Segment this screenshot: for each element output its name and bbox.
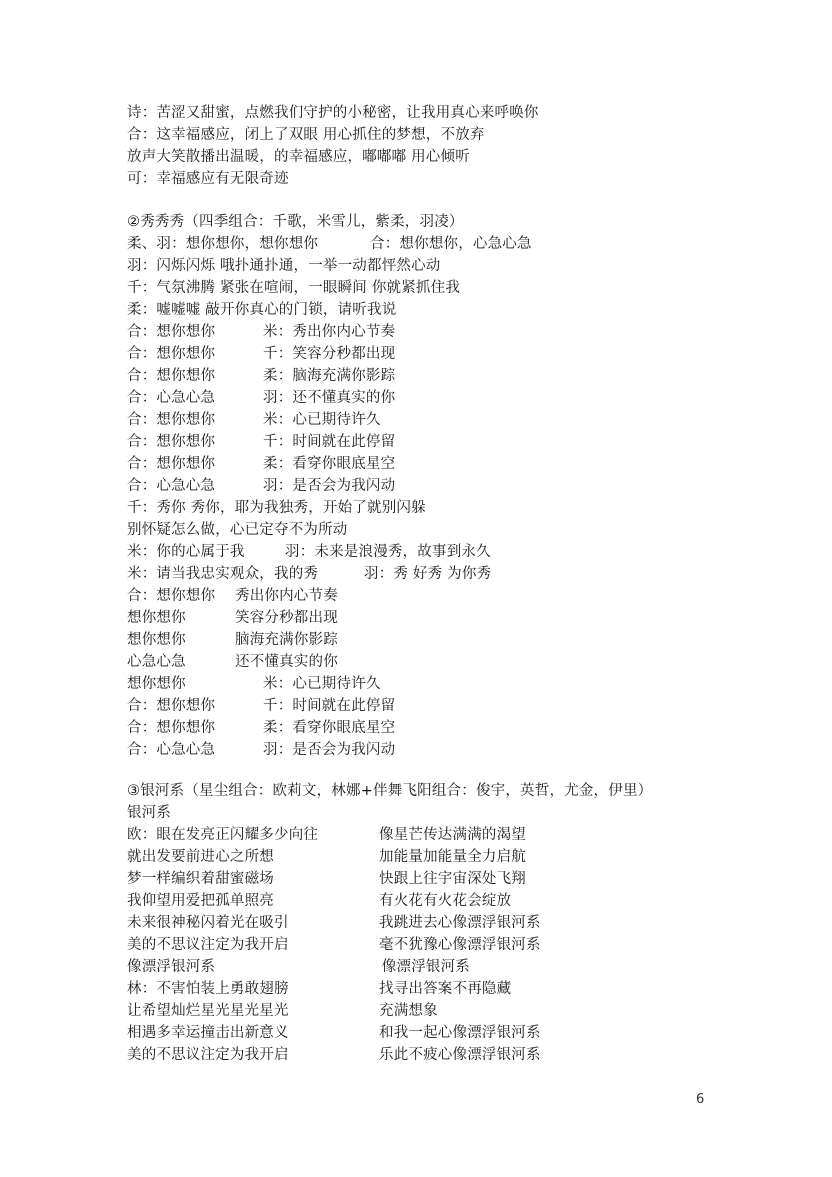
lyric-row [127,365,396,387]
lyric-left: 合：心急心急 [127,742,216,758]
lyric-row [127,912,541,934]
lyric-right: 羽：还不懂真实的你 [263,390,396,406]
page-number: 6 [696,1092,705,1107]
lyric-row [127,1044,541,1066]
lyric-left: 未来很神秘闪着光在吸引 [127,915,289,931]
lyric-right: 千：笑容分秒都出现 [263,346,396,362]
lyric-right: 合：想你想你，心急心急 [370,236,532,252]
lyric-row [127,739,396,761]
lyric-right: 像漂浮银河系 [377,959,471,975]
lyric-row [127,890,512,912]
lyric-left: 相遇多幸运撞击出新意义 [127,1025,289,1041]
lyric-left: 合：想你想你 [127,346,216,362]
lyric-left: 欧：眼在发亮正闪耀多少向往 [127,827,319,843]
lyric-left: 合：想你想你 [127,412,216,428]
lyric-right: 米：心已期待许久 [263,676,381,692]
lyric-left: 合：想你想你 [127,588,216,604]
lyric-left: 想你想你 [127,632,186,648]
lyric-right: 有火花有火花会绽放 [379,893,512,909]
lyric-row [127,1022,541,1044]
lyric-left: 想你想你 [127,610,186,626]
lyric-left: 想你想你 [127,676,186,692]
lyric-row [127,629,338,651]
lyric-line: 合：这幸福感应，闭上了双眼 用心抓住的梦想，不放弃 [127,127,485,143]
lyric-left: 合：想你想你 [127,434,216,450]
lyric-left: 像漂浮银河系 [127,959,216,975]
lyric-left: 合：想你想你 [127,698,216,714]
lyric-left: 合：想你想你 [127,456,216,472]
lyric-left: 合：想你想你 [127,324,216,340]
lyric-right: 乐此不疲心像漂浮银河系 [379,1047,541,1063]
lyric-right: 秀出你内心节奏 [235,588,338,604]
lyric-right: 千：时间就在此停留 [263,698,396,714]
lyric-left: 美的不思议注定为我开启 [127,1047,289,1063]
lyric-left: 美的不思议注定为我开启 [127,937,289,953]
lyric-left: 柔、羽：想你想你，想你想你 [127,236,319,252]
lyric-row [127,541,491,563]
lyric-row [127,453,396,475]
lyric-left: 让希望灿烂星光星光星光 [127,1003,289,1019]
lyric-right: 快跟上往宇宙深处飞翔 [379,871,526,887]
lyric-left: 梦一样编织着甜蜜磁场 [127,871,274,887]
lyric-left: 别怀疑怎么做，心已定夺不为所动 [127,522,348,538]
lyric-right: 羽：秀 好秀 为你秀 [364,566,492,582]
lyric-row [127,585,338,607]
lyric-row [127,497,426,519]
lyric-row [127,563,492,585]
lyric-right: 柔：看穿你眼底星空 [263,456,396,472]
lyric-row [127,519,348,541]
lyric-row [127,299,396,321]
lyric-row [127,673,381,695]
lyric-row [127,409,381,431]
lyric-left: 合：想你想你 [127,720,216,736]
lyric-left: 林：不害怕装上勇敢翅膀 [127,981,289,997]
lyric-right: 笑容分秒都出现 [235,610,338,626]
lyric-right: 羽：是否会为我闪动 [263,742,396,758]
lyric-right: 千：时间就在此停留 [263,434,396,450]
section-title: ③银河系（星尘组合：欧莉文，林娜+伴舞飞阳组合：俊宇，英哲，尤金，伊里） [127,783,653,799]
lyric-right: 羽：是否会为我闪动 [263,478,396,494]
lyric-left: 米：请当我忠实观众，我的秀 [127,566,319,582]
lyric-left: 米：你的心属于我 [127,544,245,560]
lyric-right: 我跳进去心像漂浮银河系 [379,915,541,931]
lyric-left: 就出发要前进心之所想 [127,849,274,865]
lyric-left: 心急心急 [127,654,186,670]
lyric-line: 诗：苦涩又甜蜜，点燃我们守护的小秘密，让我用真心来呼唤你 [127,105,539,121]
lyric-row [127,343,396,365]
lyric-row [127,956,471,978]
lyric-right: 米：秀出你内心节奏 [263,324,396,340]
lyric-right: 柔：看穿你眼底星空 [263,720,396,736]
lyric-line: 可：幸福感应有无限奇迹 [127,171,289,187]
lyric-row [127,695,396,717]
lyric-right: 加能量加能量全力启航 [379,849,526,865]
lyric-right: 毫不犹豫心像漂浮银河系 [379,937,541,953]
lyric-row [127,1000,438,1022]
lyric-right: 找寻出答案不再隐藏 [379,981,512,997]
lyric-right: 柔：脑海充满你影踪 [263,368,396,384]
lyric-right: 脑海充满你影踪 [235,632,338,648]
lyric-row [127,868,526,890]
lyric-row [127,824,526,846]
lyric-right: 充满想象 [379,1003,438,1019]
lyric-left: 柔：嘘嘘嘘 敲开你真心的门锁，请听我说 [127,302,397,318]
section-subtitle: 银河系 [127,805,172,821]
lyric-row [127,475,396,497]
lyric-right: 还不懂真实的你 [235,654,338,670]
lyric-row [127,255,441,277]
lyric-row [127,717,396,739]
lyric-row [127,846,526,868]
lyric-right: 像星芒传达满满的渴望 [379,827,526,843]
lyric-row [127,934,541,956]
lyric-row [127,277,460,299]
lyric-left: 合：想你想你 [127,368,216,384]
lyric-row [127,321,396,343]
lyric-row [127,978,512,1000]
lyric-left: 千：秀你 秀你，耶为我独秀，开始了就别闪躲 [127,500,426,516]
lyric-right: 和我一起心像漂浮银河系 [379,1025,541,1041]
lyric-row [127,233,532,255]
lyric-right: 羽：未来是浪漫秀，故事到永久 [285,544,491,560]
lyric-left: 合：心急心急 [127,390,216,406]
lyric-left: 羽：闪烁闪烁 哦扑通扑通，一举一动都怦然心动 [127,258,441,274]
lyric-row [127,387,396,409]
lyric-row [127,431,396,453]
lyric-right: 米：心已期待许久 [263,412,381,428]
lyric-row [127,607,338,629]
section-title: ②秀秀秀（四季组合：千歌，米雪儿，紫柔，羽凌） [127,214,464,230]
lyric-left: 千：气氛沸腾 紧张在喧闹，一眼瞬间 你就紧抓住我 [127,280,461,296]
lyric-line: 放声大笑散播出温暖，的幸福感应，嘟嘟嘟 用心倾听 [127,149,470,165]
lyric-left: 我仰望用爱把孤单照亮 [127,893,274,909]
lyric-row [127,651,338,673]
lyric-left: 合：心急心急 [127,478,216,494]
